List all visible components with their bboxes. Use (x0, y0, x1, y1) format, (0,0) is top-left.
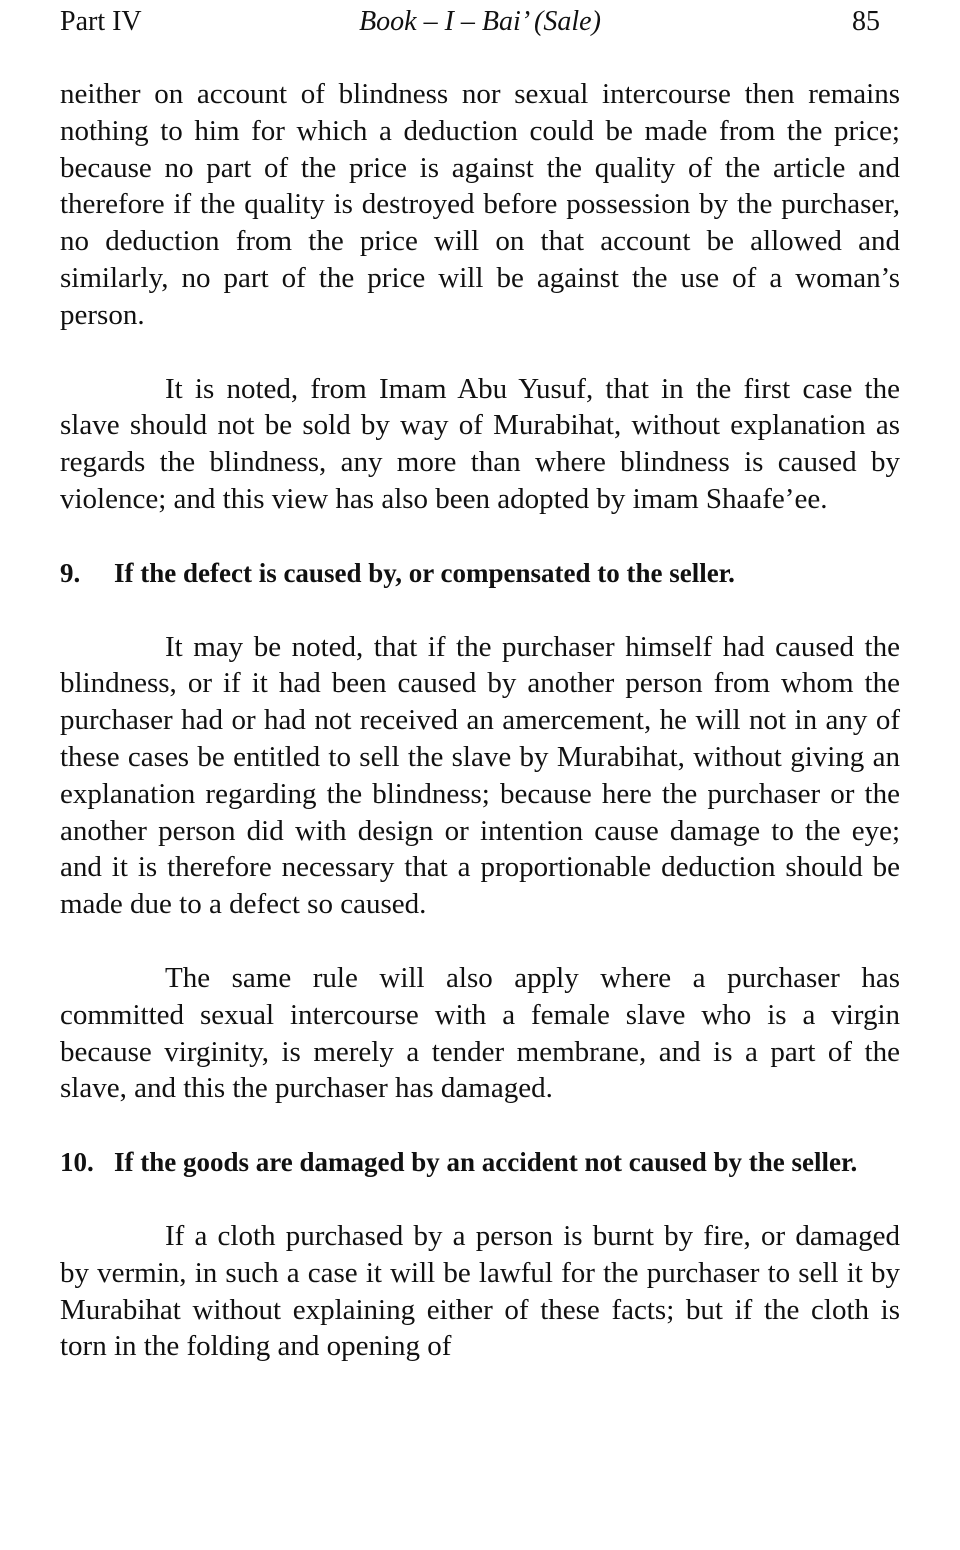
running-header (60, 0, 900, 44)
section-heading-10 (60, 1144, 900, 1181)
section-title: If the defect is caused by, or compensated to the seller. (114, 557, 735, 588)
page-number: 85 (852, 6, 880, 37)
paragraph-cloth-damaged: If a cloth purchased by a person is burnt by fire, or damaged by vermin, in such a case it will be lawful for the purchaser to sell it by Murabihat without explaining either of these facts; but if the cloth is torn in the folding and opening of (60, 1219, 900, 1363)
document-page (60, 0, 900, 1365)
header-part-label: Part IV (60, 6, 142, 37)
section-number: 9. (60, 557, 81, 588)
paragraph-imam-abu-yusuf: It is noted, from Imam Abu Yusuf, that in the first case the slave should not be sold by way of Murabihat, without explanation as regards the blindness, any more than where blindness is caused by violence; and this view has also been adopted by imam Shaafe’ee. (60, 372, 900, 515)
section-title: If the goods are damaged by an accident not caused by the seller. (114, 1147, 858, 1178)
section-heading-9 (60, 555, 900, 592)
header-book-title: Book – I – Bai’ (Sale) (359, 6, 601, 37)
section-number: 10. (60, 1147, 94, 1178)
paragraph-purchaser-caused-blindness: It may be noted, that if the purchaser himself had caused the blindness, or if it had been caused by another person from whom the purchaser had or had not received an amercement, he will not in any of these cases be entitled to sell the slave by Murabihat, without giving an explanation regarding the blindness; because here the purchaser or the another person did with design or intention cause damage to the eye; and it is therefore necessary that a proportionable deduction should be made due to a defect so caused. (60, 630, 900, 921)
paragraph-continuation: neither on account of blindness nor sexual intercourse then remains nothing to him for which a deduction could be made from the price; because no part of the price is against the quality of the article and therefore if the quality is destroyed before possession by the purchaser, no deduction from the price will on that account be allowed and similarly, no part of the price will be against the use of a woman’s person. (60, 78, 900, 331)
paragraph-same-rule: The same rule will also apply where a purchaser has committed sexual intercourse with a female slave who is a virgin because virginity, is merely a tender membrane, and is a part of the slave, and this the purchaser has damaged. (60, 961, 900, 1105)
